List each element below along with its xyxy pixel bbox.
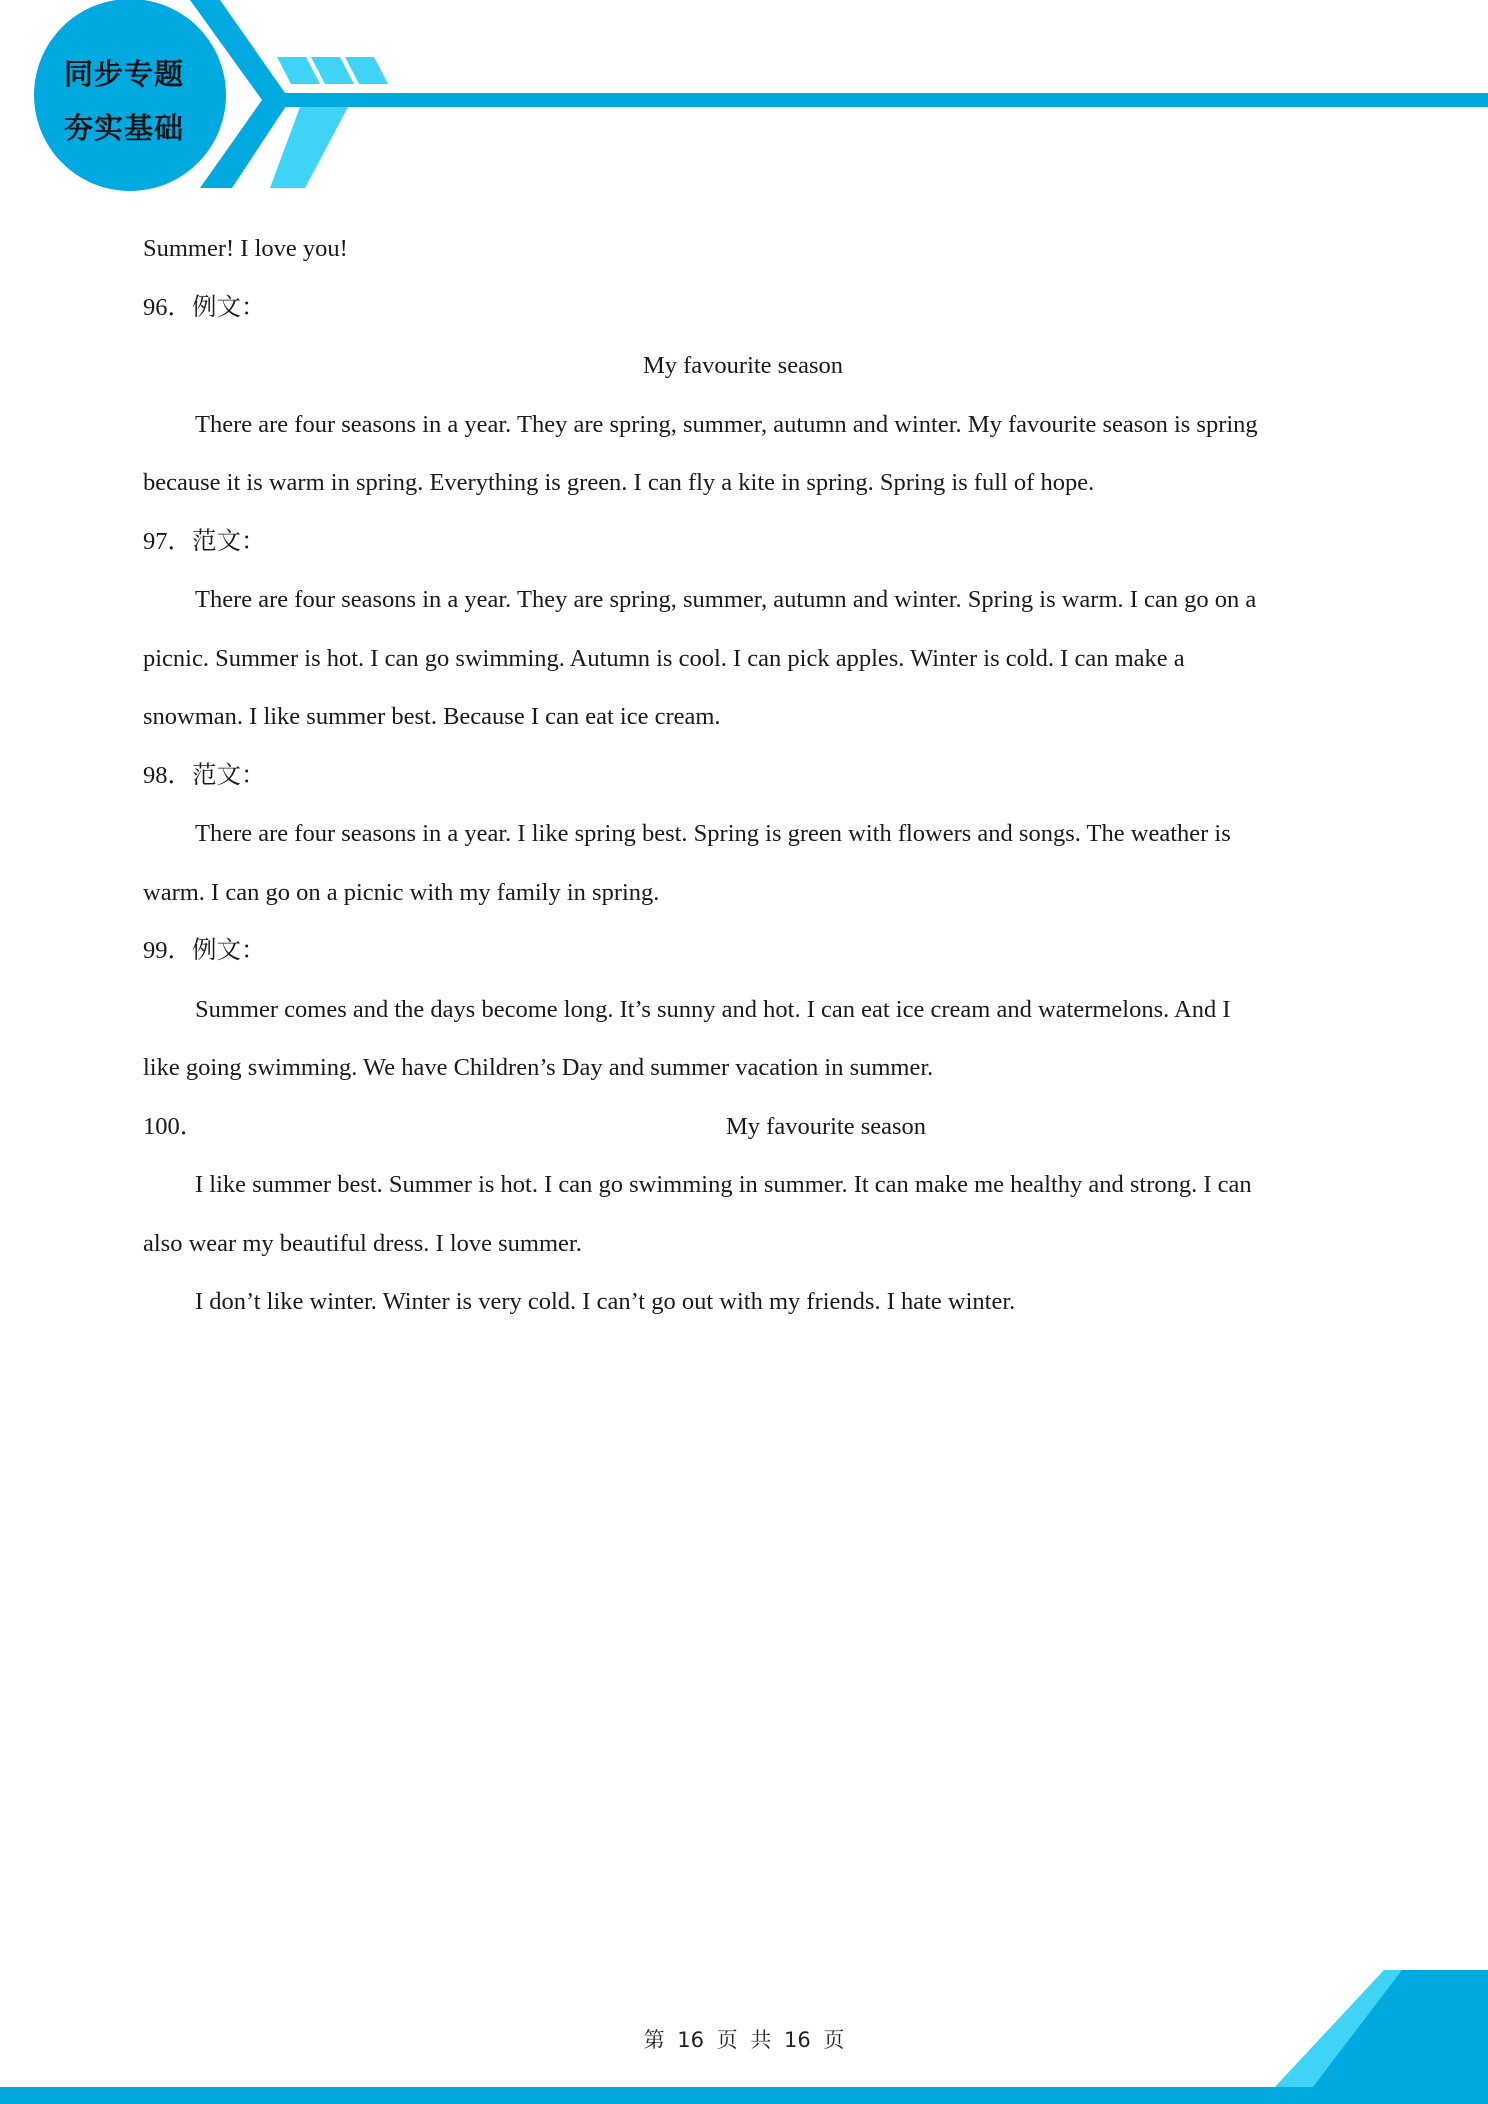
essay-title-96: My favourite season	[642, 352, 844, 379]
paragraph: also wear my beautiful dress. I love summer.	[143, 1229, 582, 1257]
question-row-100	[143, 1098, 1343, 1157]
header-chevron-highlight	[270, 107, 348, 188]
question-label-99: 99．例文：	[143, 937, 266, 964]
paragraph: Summer! I love you!	[143, 235, 348, 262]
essay-title-100: My favourite season	[726, 1112, 927, 1140]
paragraph: There are four seasons in a year. They are spring, summer, autumn and winter. My favourite season is spring	[195, 410, 1258, 438]
question-label-100: 100．	[143, 1112, 205, 1140]
logo-circle	[34, 0, 226, 191]
paragraph: Summer comes and the days become long. It’s sunny and hot. I can eat ice cream and watermelons. And I	[195, 995, 1231, 1023]
question-label-97: 97．范文：	[143, 527, 266, 555]
question-label-98: 98．范文：	[143, 761, 266, 789]
page-number: 第 16 页 共 16 页	[643, 2028, 845, 2052]
logo-line-1: 同步专题	[63, 57, 184, 91]
question-label-96: 96．例文：	[143, 293, 266, 321]
paragraph: picnic. Summer is hot. I can go swimming. Autumn is cool. I can pick apples. Winter is cold. I can make a	[143, 644, 1185, 672]
header-bar	[270, 93, 1488, 107]
document-body	[143, 220, 1343, 1332]
footer-banner	[0, 1954, 1488, 2104]
footer-bar	[0, 2087, 1488, 2104]
paragraph: like going swimming. We have Children’s Day and summer vacation in summer.	[143, 1054, 934, 1081]
header-banner	[0, 0, 1488, 200]
logo-line-2: 夯实基础	[63, 111, 184, 145]
paragraph: snowman. I like summer best. Because I can eat ice cream.	[143, 703, 721, 730]
paragraph: because it is warm in spring. Everything is green. I can fly a kite in spring. Spring is full of hope.	[143, 469, 1095, 496]
paragraph: I don’t like winter. Winter is very cold. I can’t go out with my friends. I hate winter.	[195, 1288, 1016, 1315]
paragraph: warm. I can go on a picnic with my family in spring.	[143, 878, 660, 906]
paragraph: I like summer best. Summer is hot. I can go swimming in summer. It can make me healthy and strong. I can	[195, 1171, 1252, 1198]
paragraph: There are four seasons in a year. I like spring best. Spring is green with flowers and songs. The weather is	[195, 820, 1231, 847]
paragraph: There are four seasons in a year. They are spring, summer, autumn and winter. Spring is warm. I can go on a	[195, 586, 1257, 613]
